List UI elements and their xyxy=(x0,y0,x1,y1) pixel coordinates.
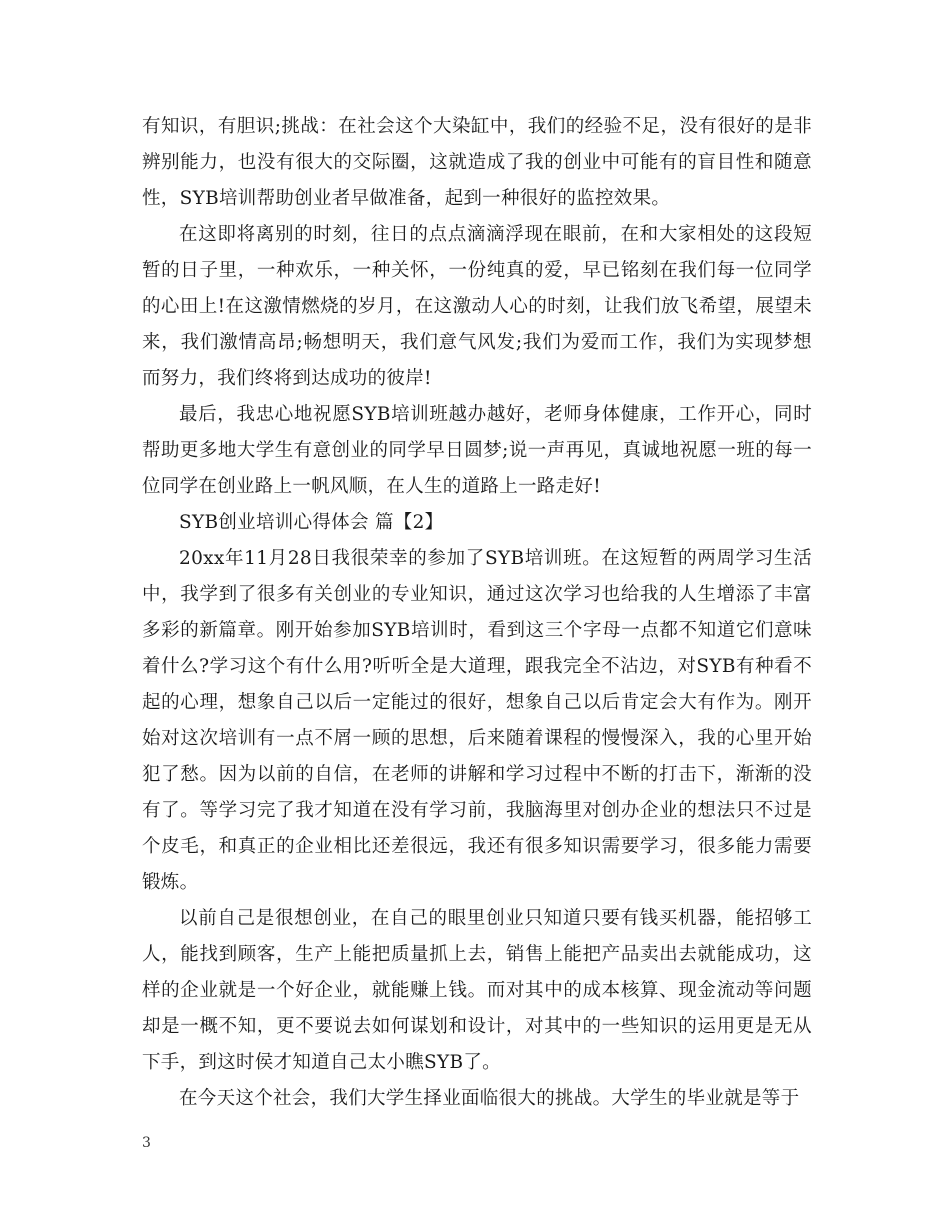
paragraph-5: 以前自己是很想创业，在自己的眼里创业只知道只要有钱买机器，能招够工人，能找到顾客，生产上能把质量抓上去，销售上能把产品卖出去就能成功，这样的企业就是一个好企业，就能赚上钱。而对其中的成本核算、现金流动等问题却是一概不知，更不要说去如何谋划和设计，对其中的一些知识的运用更是无从下手，到这时侯才知道自己太小瞧SYB了。 xyxy=(142,908,812,1073)
paragraph-2: 在这即将离别的时刻，往日的点点滴滴浮现在眼前，在和大家相处的这段短暂的日子里，一种欢乐，一种关怀，一份纯真的爱，早已铭刻在我们每一位同学的心田上!在这激情燃烧的岁月，在这激动人心的时刻，让我们放飞希望，展望未来，我们激情高昂;畅想明天，我们意气风发;我们为爱而工作，我们为实现梦想而努力，我们终将到达成功的彼岸! xyxy=(142,224,812,389)
document-body xyxy=(142,109,812,1117)
page-number: 3 xyxy=(142,1135,151,1151)
paragraph-6: 在今天这个社会，我们大学生择业面临很大的挑战。大学生的毕业就是等于 xyxy=(179,1088,800,1109)
section-heading: SYB创业培训心得体会 篇【2】 xyxy=(179,512,444,533)
paragraph-1: 有知识，有胆识;挑战：在社会这个大染缸中，我们的经验不足，没有很好的是非辨别能力，也没有很大的交际圈，这就造成了我的创业中可能有的盲目性和随意性，SYB培训帮助创业者早做准备，起到一种很好的监控效果。 xyxy=(142,116,812,209)
paragraph-4: 20xx年11月28日我很荣幸的参加了SYB培训班。在这短暂的两周学习生活中，我学到了很多有关创业的专业知识，通过这次学习也给我的人生增添了丰富多彩的新篇章。刚开始参加SYB培训时，看到这三个字母一点都不知道它们意味着什么?学习这个有什么用?听听全是大道理，跟我完全不沾边，对SYB有种看不起的心理，想象自己以后一定能过的很好，想象自己以后肯定会大有作为。刚开始对这次培训有一点不屑一顾的思想，后来随着课程的慢慢深入，我的心里开始犯了愁。因为以前的自信，在老师的讲解和学习过程中不断的打击下，渐渐的没有了。等学习完了我才知道在没有学习前，我脑海里对创办企业的想法只不过是个皮毛，和真正的企业相比还差很远，我还有很多知识需要学习，很多能力需要锻炼。 xyxy=(142,548,812,893)
paragraph-3: 最后，我忠心地祝愿SYB培训班越办越好，老师身体健康，工作开心，同时帮助更多地大学生有意创业的同学早日圆梦;说一声再见，真诚地祝愿一班的每一位同学在创业路上一帆风顺，在人生的道路上一路走好! xyxy=(142,404,812,497)
